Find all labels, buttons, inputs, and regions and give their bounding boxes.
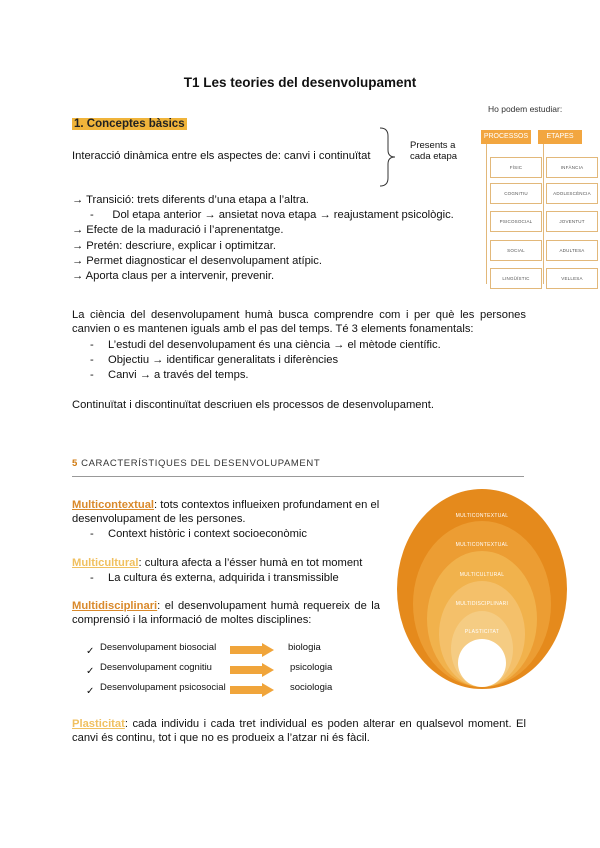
ring-label: MULTIDISCIPLINARI (455, 601, 509, 607)
check-icon: ✓ (86, 686, 95, 697)
multicultural-label: Multicultural (72, 557, 139, 569)
list-item: - Canvi → a través del temps. (90, 369, 249, 381)
brace-note (410, 140, 457, 162)
etapes-item: ADULTESA (546, 240, 598, 261)
science-paragraph (72, 308, 526, 336)
multidisciplinari-text: : el desenvolupament humà requereix de la (157, 600, 380, 612)
science-line-1: La ciència del desenvolupament humà busca comprendre com i per què les persones (72, 309, 526, 321)
processos-item: FÍSIC (490, 157, 542, 178)
divider (72, 476, 524, 477)
etapes-item: INFÀNCIA (546, 157, 598, 178)
bullet-item: → Permet diagnosticar el desenvolupament atípic. (72, 254, 322, 267)
bullet-item: → Pretén: descriure, explicar i optimitzar. (72, 239, 276, 252)
ring-label: PLASTICITAT (464, 629, 500, 635)
processos-item: SOCIAL (490, 240, 542, 261)
ring-label: MULTICONTEXTUAL (455, 542, 509, 548)
continuity-text: Continuïtat i discontinuïtat descriuen els processos de desenvolupament. (72, 399, 434, 411)
section1-number: 1. (74, 118, 84, 130)
multicontextual-block: Multicontextual: tots contextos influeixen profundament en el desenvolupament de les persones. - Context històric i context socioeconòmic (72, 498, 382, 541)
diagram-caption: Ho podem estudiar: (488, 104, 563, 114)
plasticitat-block (72, 717, 526, 745)
etapes-item: JOVENTUT (546, 211, 598, 232)
arrow-right-icon (230, 643, 274, 657)
multicultural-sub: La cultura és externa, adquirida i transmissible (108, 572, 339, 584)
brace-note-line-2: cada etapa (410, 151, 458, 162)
brace-note-line-1: Presents a (410, 140, 456, 151)
check-icon: ✓ (86, 666, 95, 677)
etapes-header: ETAPES (538, 130, 582, 144)
science-line-2: canvien o es mantenen iguals amb el pas del temps. Té 3 elements fonamentals: (72, 323, 474, 335)
check-icon: ✓ (86, 646, 95, 657)
bullet-item: → Aporta claus per a intervenir, prevenir. (72, 270, 275, 283)
bullet-item: → Transició: trets diferents d’una etapa a l’altra. (72, 194, 309, 206)
multicultural-block: Multicultural: cultura afecta a l’ésser humà en tot moment - La cultura és externa, adquirida i transmissible (72, 557, 363, 584)
list-item: - L’estudi del desenvolupament és una ciència → el mètode científic. (90, 339, 441, 351)
list-item-text: L’estudi del desenvolupament és una ciència → el mètode científic. (108, 339, 441, 351)
ring-center (458, 639, 506, 687)
section1-heading (72, 118, 187, 130)
processos-item: PSICOSOCIAL (490, 211, 542, 232)
discipline-left: Desenvolupament biosocial (100, 642, 217, 653)
plasticitat-text: : cada individu i cada tret individual es poden alterar en qualsevol moment. El (124, 718, 526, 730)
arrow-right-icon (230, 683, 274, 697)
disciplines-list (86, 641, 333, 701)
list-item-text: Canvi → a través del temps. (108, 369, 249, 381)
multicontextual-label: Multicontextual (72, 499, 155, 511)
list-item (86, 661, 333, 681)
list-item: - Objectiu → identificar generalitats i diferències (90, 354, 339, 366)
multicontextual-sub: Context històric i context socioeconòmic (108, 528, 307, 540)
section1-heading-text: Conceptes bàsics (86, 118, 185, 130)
section5-heading-text: CARACTERÍSTIQUES DEL DESENVOLUPAMENT (81, 458, 321, 469)
plasticitat-label: Plasticitat (72, 718, 125, 730)
discipline-left: Desenvolupament psicosocial (100, 682, 226, 693)
multidisciplinari-text-2: comprensió i la informació de moltes disciplines: (72, 614, 312, 626)
rings-diagram (397, 489, 567, 689)
processos-item: COGNITIU (490, 183, 542, 204)
etapes-item: ADOLESCÈNCIA (546, 183, 598, 204)
arrow-right-icon (230, 663, 274, 677)
discipline-left: Desenvolupament cognitiu (100, 662, 212, 673)
interaction-text: Interacció dinàmica entre els aspectes de: canvi i continuïtat (72, 150, 371, 162)
processos-item: LINGÜÍSTIC (490, 268, 542, 289)
processos-header: PROCESSOS (481, 130, 531, 144)
science-list (72, 338, 441, 383)
ring-label: MULTICULTURAL (459, 572, 505, 578)
section5-heading (72, 458, 320, 469)
section1-bullets (72, 193, 454, 284)
discipline-right: sociologia (290, 682, 333, 693)
multicontextual-text: : tots contextos influeixen profundament en el (154, 499, 380, 511)
multidisciplinari-label: Multidisciplinari (72, 600, 158, 612)
discipline-right: psicologia (290, 662, 333, 673)
etapes-item: VELLESA (546, 268, 598, 289)
brace-icon (378, 126, 398, 188)
bullet-item: - Dol etapa anterior → ansietat nova etapa → reajustament psicològic. (90, 209, 454, 222)
multicultural-text: : cultura afecta a l’ésser humà en tot moment (138, 557, 363, 569)
page-title: T1 Les teories del desenvolupament (183, 75, 417, 90)
plasticitat-text-2: canvi és continu, tot i que no es produeix a l’atzar ni és fàcil. (72, 732, 370, 744)
bullet-item: → Efecte de la maduració i l’aprenentatge. (72, 224, 284, 237)
ring-label: MULTICONTEXTUAL (455, 513, 509, 519)
list-item (86, 681, 333, 701)
section5-number: 5 (72, 458, 78, 469)
discipline-right: biologia (288, 642, 321, 653)
list-item-text: Objectiu → identificar generalitats i diferències (108, 354, 339, 366)
multicontextual-text-2: desenvolupament de les persones. (72, 513, 246, 525)
multidisciplinari-block (72, 599, 380, 627)
list-item (86, 641, 321, 661)
